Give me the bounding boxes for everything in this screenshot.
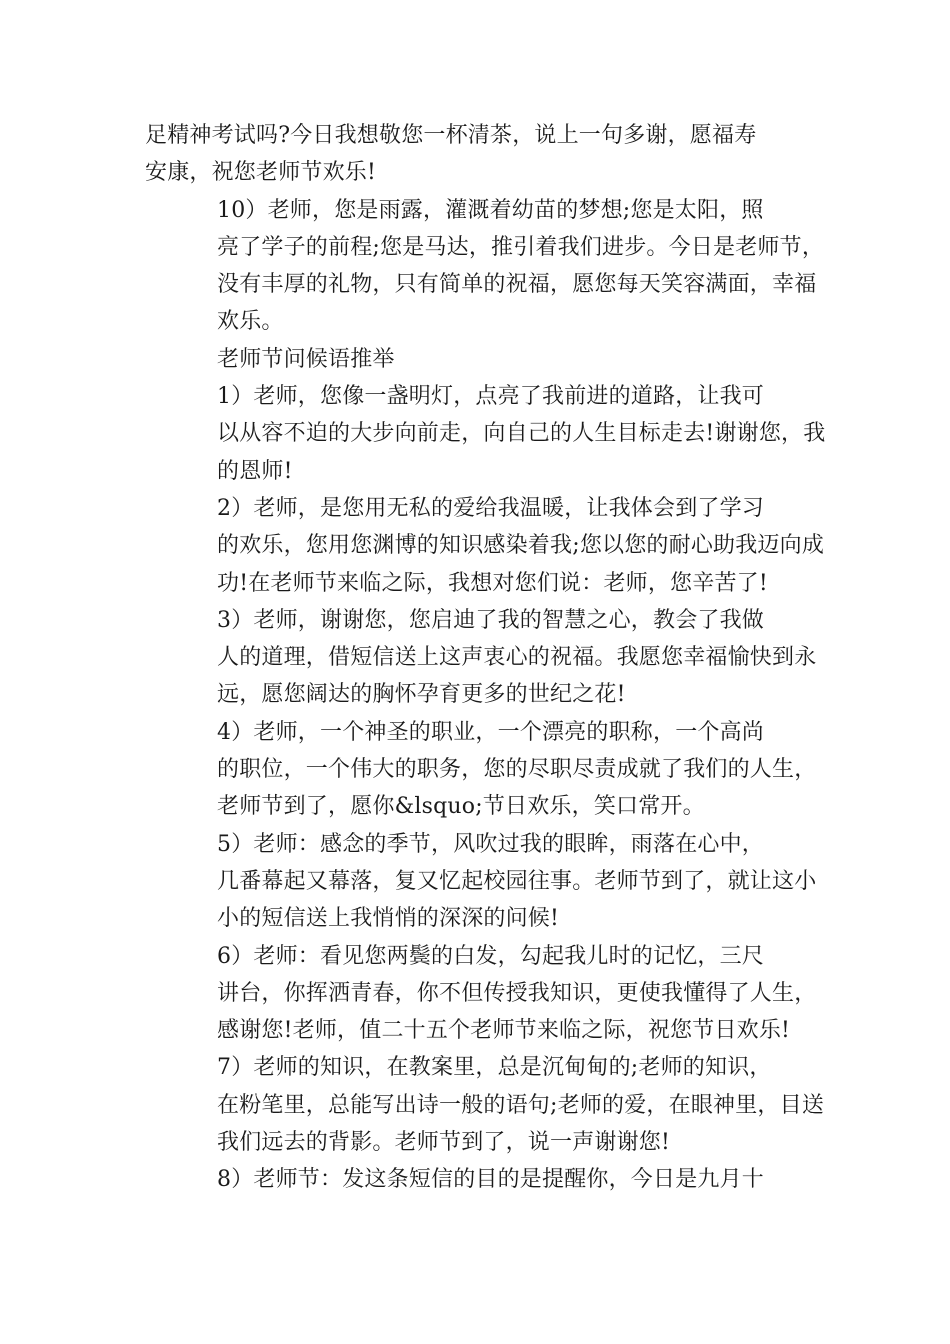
- text-line: 5）老师：感念的季节，风吹过我的眼眸，雨落在心中，: [217, 831, 764, 857]
- text-line: 人的道理，借短信送上这声衷心的祝福。我愿您幸福愉快到永: [217, 645, 817, 671]
- paragraph: [145, 117, 805, 192]
- text-line: 2）老师，是您用无私的爱给我温暖，让我体会到了学习: [217, 495, 764, 521]
- paragraph: [145, 1049, 825, 1161]
- text-line: 3）老师，谢谢您，您启迪了我的智慧之心，教会了我做: [217, 607, 764, 633]
- text-line: 没有丰厚的礼物，只有简单的祝福，愿您每天笑容满面，幸福: [217, 272, 817, 298]
- text-line: 我们远去的背影。老师节到了，说一声谢谢您!: [217, 1130, 671, 1156]
- text-line: 的恩师!: [217, 458, 293, 484]
- text-line: 功!在老师节来临之际，我想对您们说：老师，您辛苦了!: [217, 570, 768, 596]
- text-line: 老师节问候语推举: [217, 346, 395, 372]
- paragraph: [145, 938, 817, 1050]
- text-line: 10）老师，您是雨露，灌溉着幼苗的梦想;您是太阳，照: [217, 197, 764, 223]
- paragraph: [145, 490, 825, 602]
- paragraph: [145, 341, 805, 378]
- paragraph: [145, 826, 817, 938]
- document-body: [145, 117, 826, 1199]
- text-line: 的欢乐，您用您渊博的知识感染着我;您以您的耐心助我迈向成: [217, 533, 825, 559]
- text-line: 6）老师：看见您两鬓的白发，勾起我儿时的记忆，三尺: [217, 943, 764, 969]
- text-line: 几番幕起又幕落，复又忆起校园往事。老师节到了，就让这小: [217, 868, 817, 894]
- text-line: 讲台，你挥洒青春，你不但传授我知识，更使我懂得了人生，: [217, 980, 817, 1006]
- text-line: 老师节到了，愿你&lsquo;节日欢乐，笑口常开。: [217, 794, 705, 820]
- text-line: 以从容不迫的大步向前走，向自己的人生目标走去!谢谢您，我: [217, 421, 826, 447]
- text-line: 感谢您!老师，值二十五个老师节来临之际，祝您节日欢乐!: [217, 1018, 791, 1044]
- text-line: 8）老师节：发这条短信的目的是提醒你，今日是九月十: [217, 1167, 764, 1193]
- text-line: 4）老师，一个神圣的职业，一个漂亮的职称，一个高尚: [217, 719, 764, 745]
- text-line: 在粉笔里，总能写出诗一般的语句;老师的爱，在眼神里，目送: [217, 1092, 825, 1118]
- text-line: 安康，祝您老师节欢乐!: [145, 160, 377, 186]
- paragraph: [145, 1161, 805, 1198]
- text-line: 的职位，一个伟大的职务，您的尽职尽责成就了我们的人生，: [217, 757, 817, 783]
- paragraph: [145, 714, 817, 826]
- paragraph: [145, 602, 817, 714]
- text-line: 足精神考试吗?今日我想敬您一杯清茶，说上一句多谢，愿福寿: [145, 123, 757, 148]
- paragraph: [145, 192, 825, 341]
- text-line: 小的短信送上我悄悄的深深的问候!: [217, 906, 560, 932]
- text-line: 7）老师的知识，在教案里，总是沉甸甸的;老师的知识，: [217, 1055, 772, 1081]
- text-line: 远，愿您阔达的胸怀孕育更多的世纪之花!: [217, 682, 626, 708]
- text-line: 亮了学子的前程;您是马达，推引着我们进步。今日是老师节，: [217, 234, 825, 260]
- text-line: 1）老师，您像一盏明灯，点亮了我前进的道路，让我可: [217, 384, 764, 410]
- paragraph: [145, 378, 826, 490]
- text-line: 欢乐。: [217, 309, 284, 335]
